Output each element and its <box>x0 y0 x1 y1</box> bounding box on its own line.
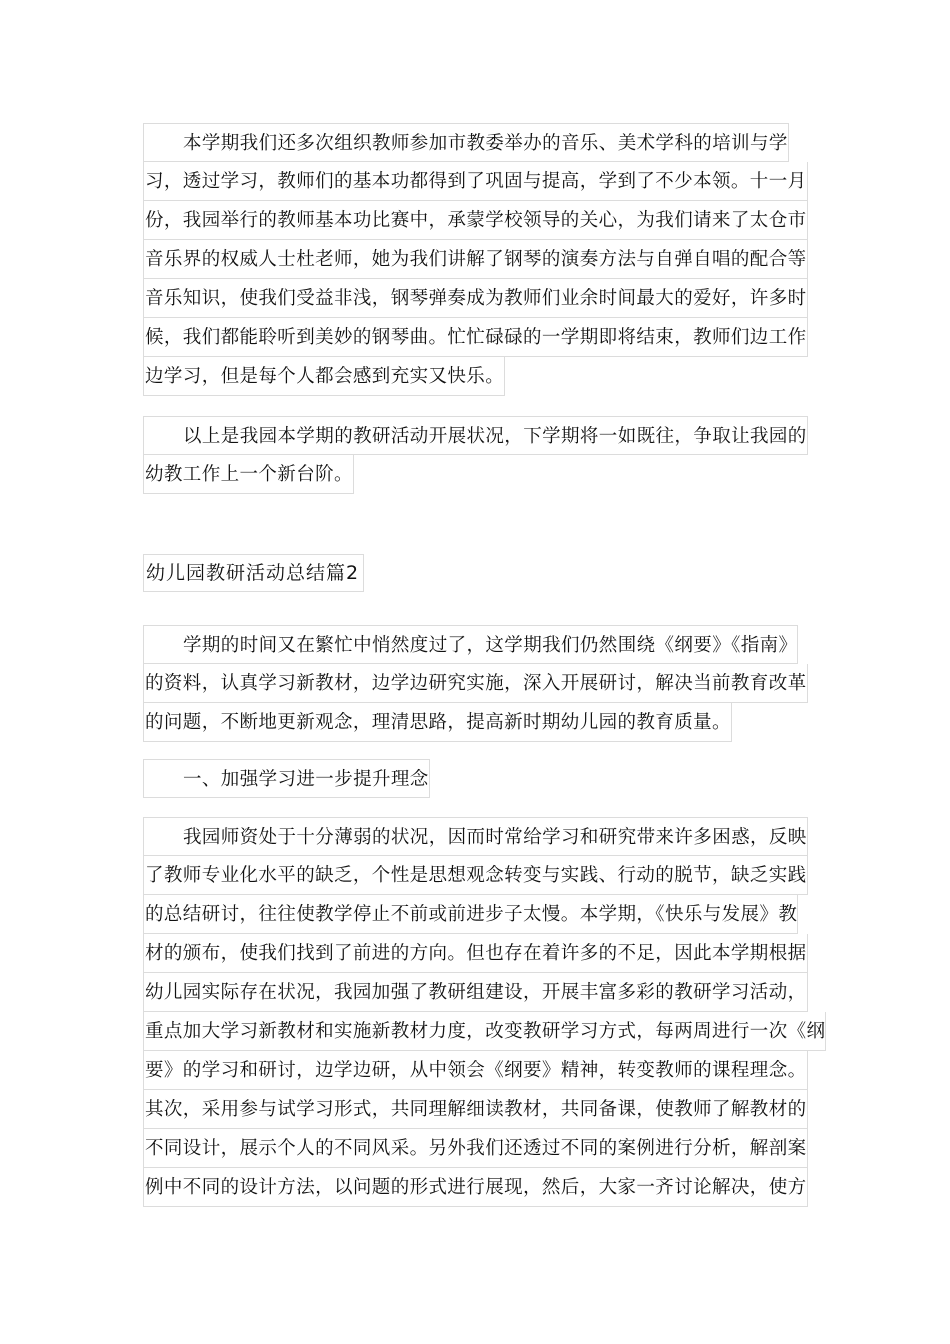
section-1-title <box>143 759 430 798</box>
text-line: 幼儿园实际存在状况，我园加强了教研组建设，开展丰富多彩的教研学习活动， <box>143 973 808 1012</box>
text-line: 例中不同的设计方法，以问题的形式进行展现，然后，大家一齐讨论解决，使方 <box>143 1168 808 1207</box>
text-line: 音乐知识，使我们受益非浅，钢琴弹奏成为教师们业余时间最大的爱好，许多时 <box>143 279 808 318</box>
text-line: 要》的学习和研讨，边学边研，从中领会《纲要》精神，转变教师的课程理念。 <box>143 1051 808 1090</box>
paragraph-4 <box>143 817 826 1207</box>
paragraph-1 <box>143 123 808 396</box>
text-line: 边学习，但是每个人都会感到充实又快乐。 <box>143 357 505 396</box>
text-line: 重点加大学习新教材和实施新教材力度，改变教研学习方式，每两周进行一次《纲 <box>143 1012 826 1051</box>
section-heading: 幼儿园教研活动总结篇2 <box>143 554 364 592</box>
text-line: 幼教工作上一个新台阶。 <box>143 455 354 494</box>
text-line: 本学期我们还多次组织教师参加市教委举办的音乐、美术学科的培训与学 <box>143 123 789 162</box>
text-line: 一、加强学习进一步提升理念 <box>143 759 430 798</box>
text-line: 不同设计，展示个人的不同风采。另外我们还透过不同的案例进行分析，解剖案 <box>143 1129 808 1168</box>
paragraph-3 <box>143 625 808 742</box>
text-line: 份，我园举行的教师基本功比赛中，承蒙学校领导的关心，为我们请来了太仓市 <box>143 201 808 240</box>
text-line: 的问题，不断地更新观念，理清思路，提高新时期幼儿园的教育质量。 <box>143 703 732 742</box>
text-line: 的总结研讨，往往使教学停止不前或前进步子太慢。本学期，《快乐与发展》教 <box>143 895 798 934</box>
text-line: 习，透过学习，教师们的基本功都得到了巩固与提高，学到了不少本领。十一月 <box>143 162 808 201</box>
text-line: 了教师专业化水平的缺乏，个性是思想观念转变与实践、行动的脱节，缺乏实践 <box>143 856 808 895</box>
text-line: 其次，采用参与试学习形式，共同理解细读教材，共同备课，使教师了解教材的 <box>143 1090 808 1129</box>
text-line: 学期的时间又在繁忙中悄然度过了，这学期我们仍然围绕《纲要》《指南》 <box>143 625 798 664</box>
text-line: 以上是我园本学期的教研活动开展状况，下学期将一如既往，争取让我园的 <box>143 416 808 455</box>
text-line: 音乐界的权威人士杜老师，她为我们讲解了钢琴的演奏方法与自弹自唱的配合等 <box>143 240 808 279</box>
text-line: 候，我们都能聆听到美妙的钢琴曲。忙忙碌碌的一学期即将结束，教师们边工作 <box>143 318 808 357</box>
text-line: 的资料，认真学习新教材，边学边研究实施，深入开展研讨，解决当前教育改革 <box>143 664 808 703</box>
paragraph-2 <box>143 416 808 494</box>
text-line: 材的颁布，使我们找到了前进的方向。但也存在着许多的不足，因此本学期根据 <box>143 934 808 973</box>
text-line: 我园师资处于十分薄弱的状况，因而时常给学习和研究带来许多困惑，反映 <box>143 817 808 856</box>
